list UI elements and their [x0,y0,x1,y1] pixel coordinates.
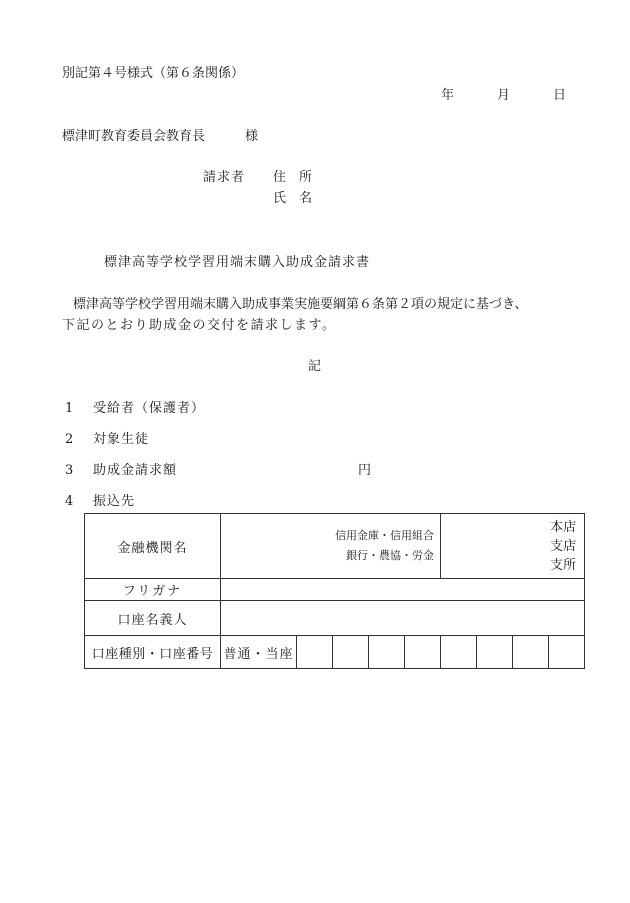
account-digit-5[interactable] [441,636,477,669]
furigana-label: フリガナ [85,579,221,601]
item-2-num: 2 [65,432,74,447]
form-id: 別記第４号様式（第６条関係） [62,66,245,81]
branch-type-office: 支所 [550,557,577,573]
account-digit-6[interactable] [477,636,513,669]
body-line-2: 下記のとおり助成金の交付を請求します。 [62,318,337,333]
account-digit-4[interactable] [405,636,441,669]
branch-type-main: 本店 [550,519,577,535]
branch-type-branch: 支店 [550,538,577,554]
item-1-label: 受給者（保護者） [93,401,206,416]
item-1-num: 1 [65,401,74,416]
date-day: 日 [553,88,567,103]
account-digit-3[interactable] [369,636,405,669]
date-month: 月 [497,88,511,103]
address-label: 住 所 [273,170,313,185]
document-title: 標津高等学校学習用端末購入助成金請求書 [104,255,371,270]
yen-unit: 円 [358,463,372,478]
institution-label: 金融機関名 [85,514,221,579]
holder-label: 口座名義人 [85,601,221,636]
institution-types-2: 銀行・農協・労金 [346,549,435,562]
institution-name-field[interactable] [221,514,441,579]
ki-heading: 記 [308,359,322,374]
item-2-label: 対象生徒 [93,432,150,447]
branch-field[interactable] [441,514,585,579]
item-3-num: 3 [65,463,74,478]
item-4-label: 振込先 [93,494,136,509]
account-digit-7[interactable] [513,636,549,669]
requester-label: 請求者 [203,170,246,185]
item-3-label: 助成金請求額 [93,463,178,478]
account-label: 口座種別・口座番号 [85,636,221,669]
holder-field[interactable] [221,601,585,636]
bank-account-table [84,513,585,669]
institution-types-1: 信用金庫・信用組合 [335,529,435,542]
name-label: 氏 名 [273,191,313,206]
account-digit-8[interactable] [549,636,585,669]
furigana-field[interactable] [221,579,585,601]
account-type-field[interactable]: 普通・当座 [221,636,297,669]
body-line-1: 標津高等学校学習用端末購入助成事業実施要綱第６条第２項の規定に基づき、 [73,297,528,312]
date-year: 年 [441,88,455,103]
account-digit-1[interactable] [297,636,333,669]
addressee: 標津町教育委員会教育長 [62,129,206,144]
item-4-num: 4 [65,494,74,509]
account-digit-2[interactable] [333,636,369,669]
honorific: 様 [245,129,259,144]
